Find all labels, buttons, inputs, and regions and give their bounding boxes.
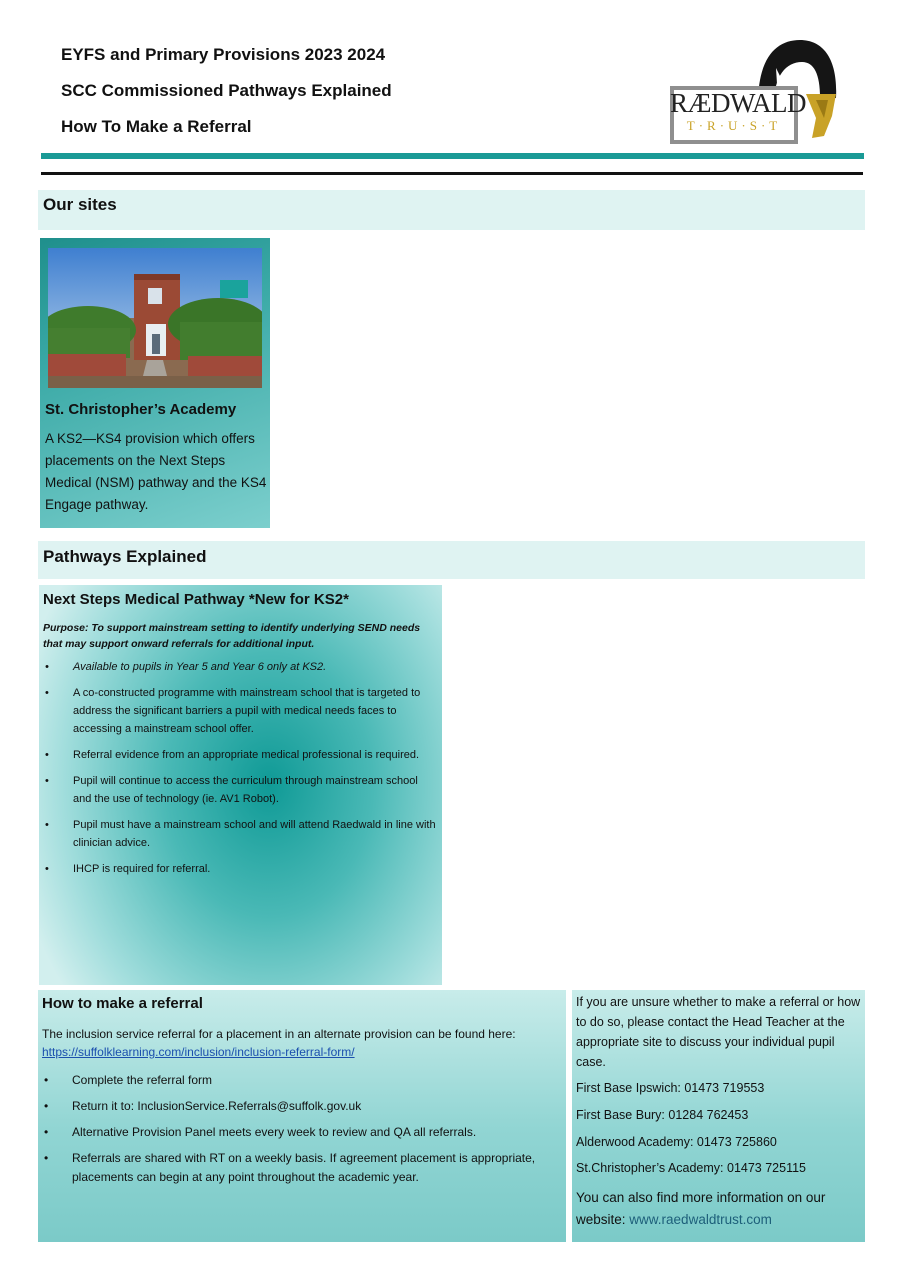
list-item: • Pupil must have a mainstream school and will attend Raedwald in line with clinician advice.	[43, 816, 439, 852]
section-our-sites: Our sites	[38, 190, 865, 230]
doc-title-line-1: EYFS and Primary Provisions 2023 2024	[61, 45, 386, 64]
contact-alderwood: Alderwood Academy: 01473 725860	[576, 1135, 777, 1149]
site-name: St. Christopher’s Academy	[45, 401, 237, 418]
header-teal-rule	[41, 153, 864, 159]
building-photo-icon	[48, 248, 262, 388]
list-item: • A co-constructed programme with mainstream school that is targeted to address the significant barriers a pupil with medical needs faces to accessing a mainstream school offer.	[43, 684, 439, 738]
referral-form-link[interactable]: https://suffolklearning.com/inclusion/inclusion-referral-form/	[42, 1045, 355, 1059]
referral-intro-text: The inclusion service referral for a placement in an alternate provision can be found here:	[42, 1027, 516, 1041]
contact-intro: If you are unsure whether to make a referral or how to do so, please contact the Head Teacher at the appropriate site to discuss your individual pupil case.	[576, 995, 861, 1069]
nsm-pathway-title: Next Steps Medical Pathway *New for KS2*	[43, 591, 349, 608]
list-item: • Complete the referral form	[42, 1071, 564, 1090]
logo-wordmark: RÆDWALD	[670, 88, 806, 118]
nsm-purpose: Purpose: To support mainstream setting to identify underlying SEND needs that may support onward referrals for additional input.	[43, 622, 421, 650]
doc-title-line-2: SCC Commissioned Pathways Explained	[61, 81, 392, 100]
raedwald-trust-logo	[666, 38, 838, 146]
contact-more-text: You can also find more information on our website:	[576, 1190, 826, 1227]
contact-first-base-ipswich: First Base Ipswich: 01473 719553	[576, 1081, 765, 1095]
contact-website-note	[576, 1187, 861, 1231]
header-black-rule	[41, 172, 863, 175]
section-pathways: Pathways Explained	[38, 541, 865, 579]
list-item: • IHCP is required for referral.	[43, 860, 439, 878]
school-building-photo	[48, 248, 262, 388]
list-item: • Alternative Provision Panel meets every week to review and QA all referrals.	[42, 1123, 564, 1142]
list-item: • Referral evidence from an appropriate medical professional is required.	[43, 746, 439, 764]
logo-subword: T·R·U·S·T	[686, 118, 782, 133]
contact-first-base-bury: First Base Bury: 01284 762453	[576, 1108, 749, 1122]
referral-title: How to make a referral	[42, 995, 203, 1012]
list-item: • Pupil will continue to access the curriculum through mainstream school and the use of technology (ie. AV1 Robot).	[43, 772, 439, 808]
site-description: A KS2—KS4 provision which offers placements on the Next Steps Medical (NSM) pathway and the KS4 Engage pathway.	[45, 431, 267, 512]
list-item: • Referrals are shared with RT on a weekly basis. If agreement placement is appropriate, placements can begin at any point throughout the academic year.	[42, 1149, 564, 1187]
contact-st-christophers: St.Christopher’s Academy: 01473 725115	[576, 1161, 807, 1175]
website-link[interactable]: www.raedwaldtrust.com	[629, 1212, 772, 1227]
doc-title-line-3: How To Make a Referral	[61, 117, 252, 136]
referral-steps	[42, 1071, 564, 1194]
nsm-bullet-list	[43, 658, 439, 886]
list-item: • Available to pupils in Year 5 and Year 6 only at KS2.	[43, 658, 439, 676]
list-item: • Return it to: InclusionService.Referrals@suffolk.gov.uk	[42, 1097, 564, 1116]
referral-intro	[42, 1025, 562, 1061]
